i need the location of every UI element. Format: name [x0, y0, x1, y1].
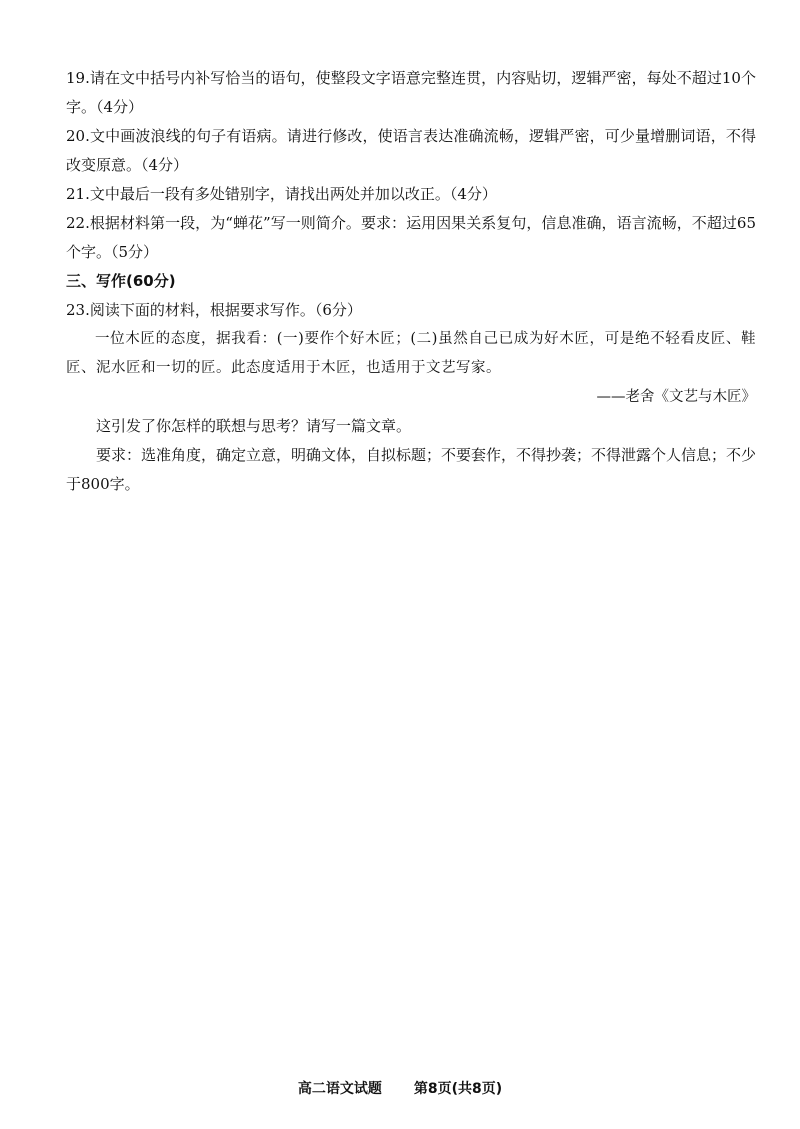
question-21: 21.文中最后一段有多处错别字，请找出两处并加以改正。（4分）	[66, 185, 497, 203]
page-content	[66, 64, 756, 499]
question-20: 20.文中画波浪线的句子有语病。请进行修改，使语言表达准确流畅，逻辑严密，可少量增删词语，不得改变原意。（4分）	[66, 127, 756, 174]
question-23-prompt: 23.阅读下面的材料，根据要求写作。（6分）	[66, 301, 362, 319]
question-23-question: 这引发了你怎样的联想与思考？请写一篇文章。	[96, 417, 412, 435]
question-23-material: 一位木匠的态度，据我看：(一)要作个好木匠；(二)虽然自己已成为好木匠，可是绝不轻看皮匠、鞋匠、泥水匠和一切的匠。此态度适用于木匠，也适用于文艺写家。	[66, 331, 756, 376]
footer-title: 高二语文试题	[297, 1081, 382, 1097]
question-22: 22.根据材料第一段，为“蝉花”写一则简介。要求：运用因果关系复句，信息准确，语言流畅，不超过65个字。（5分）	[66, 214, 756, 261]
page-footer	[0, 1078, 800, 1098]
footer-page-number: 第8页(共8页)	[413, 1081, 503, 1097]
question-19: 19.请在文中括号内补写恰当的语句，使整段文字语意完整连贯，内容贴切，逻辑严密，每处不超过10个字。（4分）	[66, 69, 756, 116]
section-heading-writing: 三、写作(60分)	[66, 272, 176, 290]
question-23-requirements: 要求：选准角度，确定立意，明确文体，自拟标题；不要套作，不得抄袭；不得泄露个人信息；不少于800字。	[66, 446, 757, 493]
material-source: ——老舍《文艺与木匠》	[596, 389, 756, 405]
